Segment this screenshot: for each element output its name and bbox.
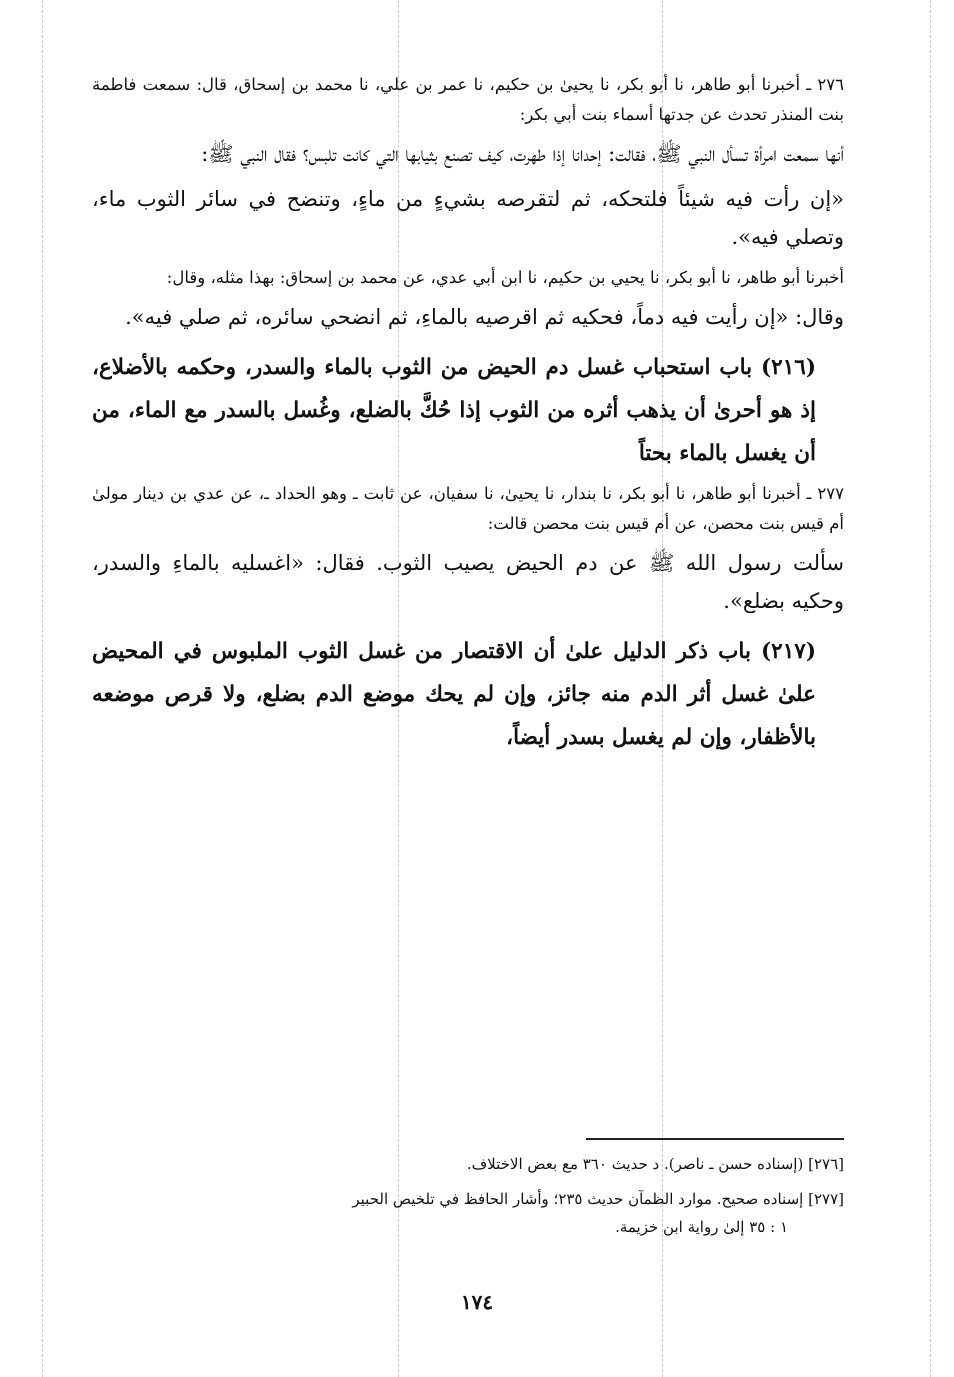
- page-body: [92, 70, 844, 763]
- hadith-277-isnad: ٢٧٧ ـ أخبرنا أبو طاهر، نا أبو بكر، نا بندار، نا يحيىٰ، نا سفيان، عن ثابت ـ وهو الحداد ـ، عن عدي بن دينار مولىٰ أم قيس بنت محصن، عن أم قيس بنت محصن قالت:: [92, 484, 844, 533]
- page-number: ١٧٤: [460, 1290, 494, 1314]
- footnote-ref: [٢٧٧]: [808, 1190, 844, 1208]
- scan-line: [42, 0, 43, 1377]
- footnote-continuation: ١ : ٣٥ إلىٰ رواية ابن خزيمة.: [615, 1218, 788, 1236]
- footnote-277: [92, 1185, 844, 1241]
- hadith-276-text: أنها سمعت امرأة تسأل النبي ﷺ، فقالت: إحدانا إذا طهرت، كيف تصنع بثيابها التي كانت تلبس؟ فقال النبي ﷺ:: [201, 142, 844, 166]
- chapter-heading-216: (٢١٦) باب استحباب غسل دم الحيض من الثوب بالماء والسدر، وحكمه بالأضلاع، إذ هو أحرىٰ أن يذهب أثره من الثوب إذا حُكَّ بالضلع، وغُسل بالسدر مع الماء، من أن يغسل بالماء بحتاً: [92, 355, 816, 466]
- hadith-276-quote: «إن رأت فيه شيئاً فلتحكه، ثم لتقرصه بشيءٍ من ماءٍ، وتنضح في سائر الثوب ماء، وتصلي فيه».: [92, 187, 844, 249]
- footnote-text: (إسناده حسن ـ ناصر). د حديث ٣٦٠ مع بعض الاختلاف.: [466, 1155, 804, 1173]
- scan-line: [930, 0, 931, 1377]
- footnote-ref: [٢٧٦]: [808, 1155, 844, 1173]
- footnote-276: [92, 1150, 844, 1178]
- footnote-text: إسناده صحيح. موارد الظمآن حديث ٢٣٥؛ وأشار الحافظ في تلخيص الحبير: [352, 1190, 804, 1208]
- hadith-277-text: سألت رسول الله ﷺ عن دم الحيض يصيب الثوب. فقال: «اغسليه بالماءِ والسدر، وحكيه بضلع».: [92, 551, 844, 613]
- chapter-heading-217: (٢١٧) باب ذكر الدليل علىٰ أن الاقتصار من غسل الثوب الملبوس في المحيض علىٰ غسل أثر الدم منه جائز، وإن لم يحك موضع الدم بضلع، ولا قرص موضعه بالأظفار، وإن لم يغسل بسدر أيضاً،: [92, 639, 816, 750]
- hadith-276-isnad: ٢٧٦ ـ أخبرنا أبو طاهر، نا أبو بكر، نا يحيىٰ بن حكيم، نا عمر بن علي، نا محمد بن إسحاق، قال: سمعت فاطمة بنت المنذر تحدث عن جدتها أسماء بنت أبي بكر:: [92, 75, 844, 124]
- footnotes: [92, 1150, 844, 1248]
- hadith-276-second-isnad: أخبرنا أبو طاهر، نا أبو بكر، نا يحيي بن حكيم، نا ابن أبي عدي، عن محمد بن إسحاق: بهذا مثله، وقال:: [166, 268, 844, 287]
- hadith-276-second-quote: وقال: «إن رأيت فيه دماً، فحكيه ثم اقرصيه بالماءِ، ثم انضحي سائره، ثم صلي فيه».: [125, 305, 844, 329]
- footnote-divider: [586, 1138, 844, 1140]
